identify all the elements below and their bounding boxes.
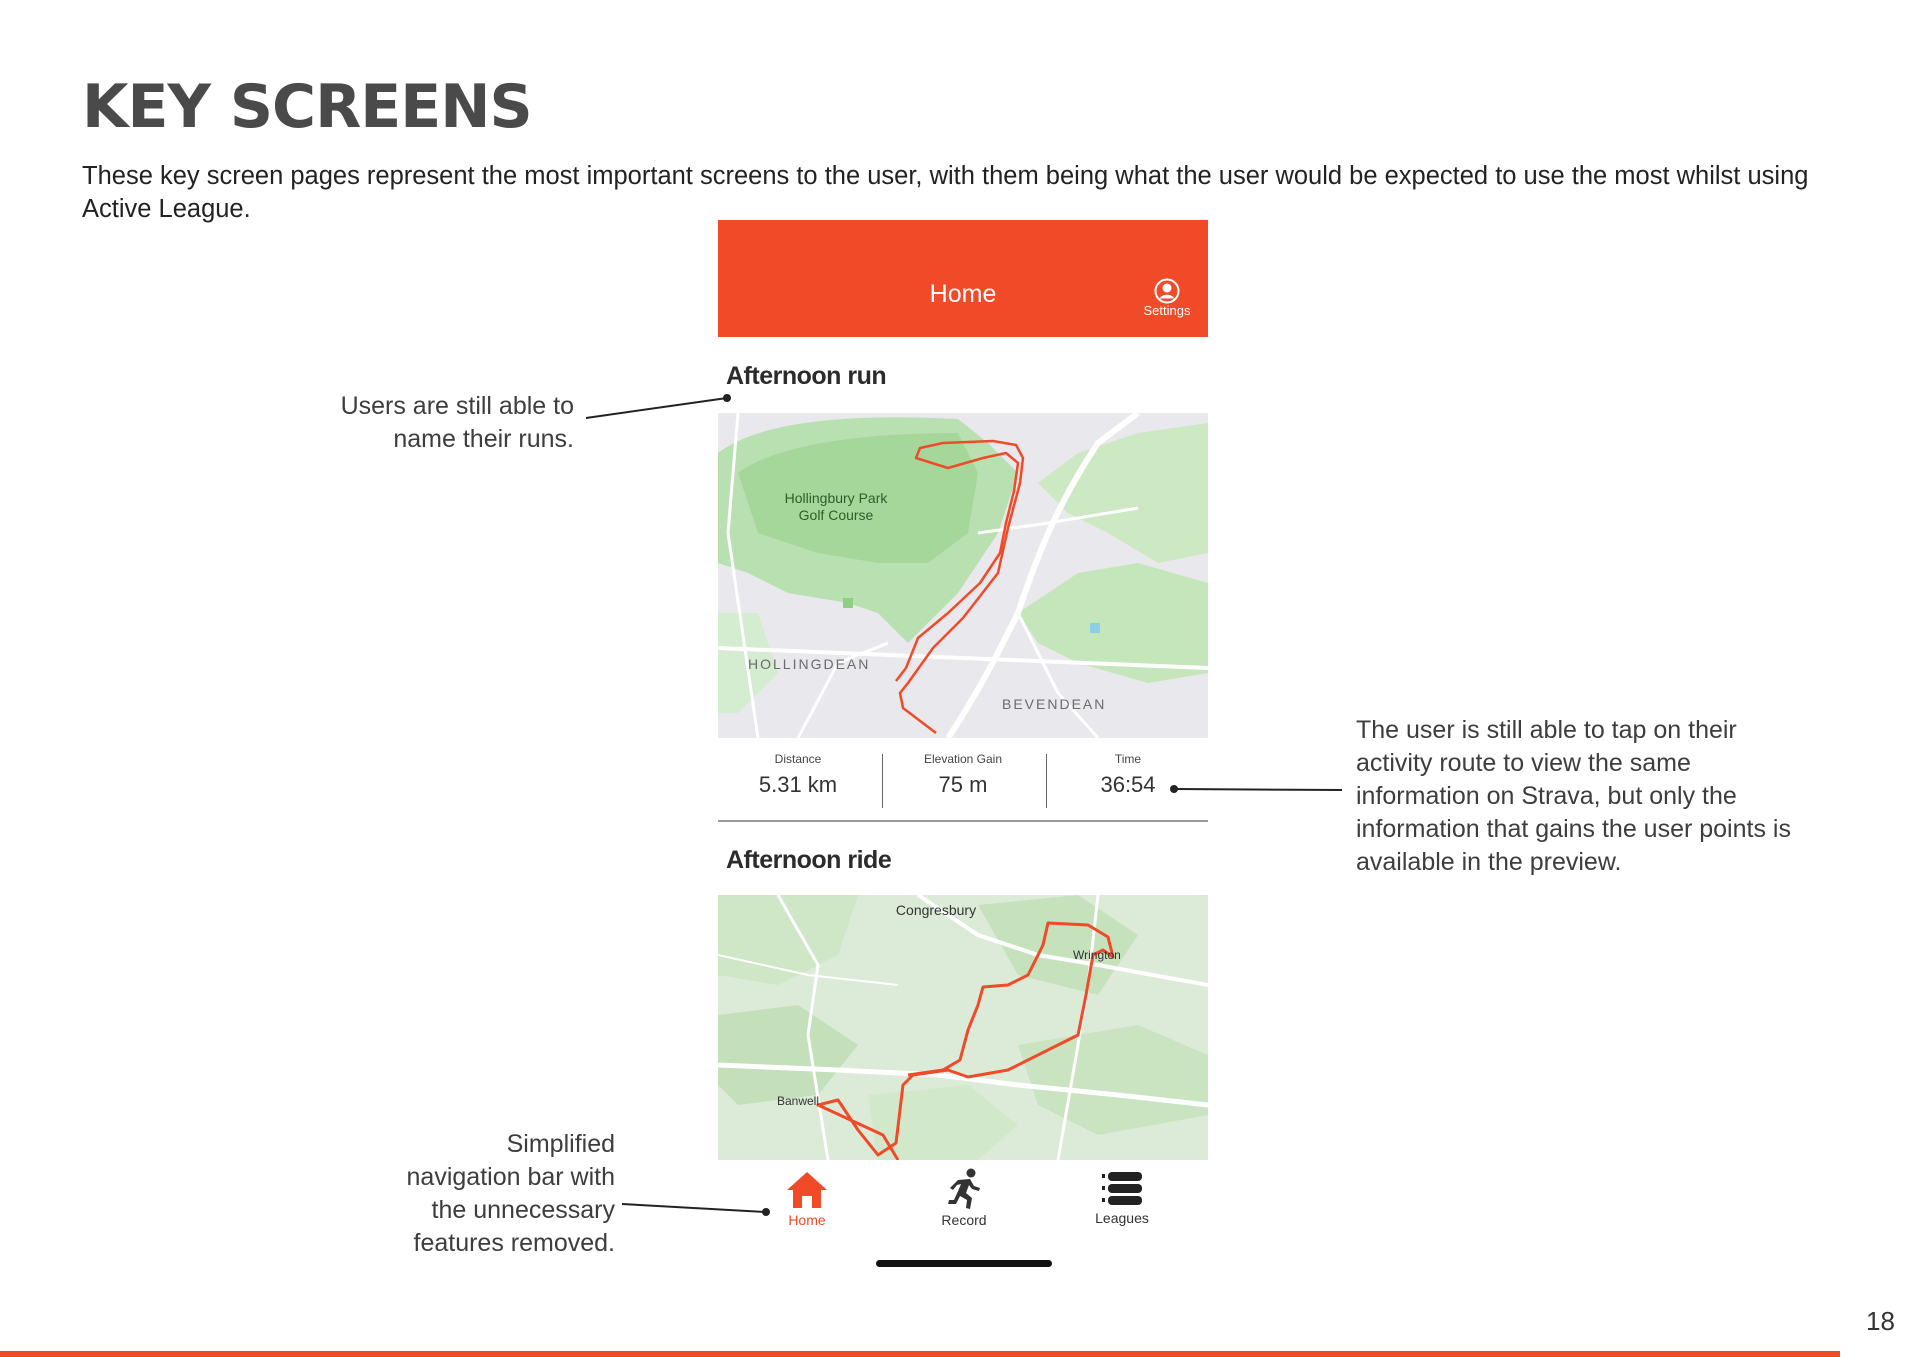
- page-title: KEY SCREENS: [82, 72, 532, 142]
- ranked-list-icon: [1100, 1170, 1144, 1208]
- nav-label: Record: [941, 1212, 987, 1228]
- map-label: Golf Course: [798, 507, 874, 523]
- running-figure-icon: [944, 1168, 984, 1210]
- map-label: Congresbury: [895, 902, 977, 918]
- nav-label: Leagues: [1095, 1210, 1149, 1226]
- annotation-line: features removed.: [413, 1229, 615, 1257]
- settings-label: Settings: [1143, 303, 1191, 318]
- stat-label: Time: [1114, 752, 1142, 766]
- annotation-name-runs: [341, 390, 574, 456]
- intro-paragraph: These key screen pages represent the most important screens to the user, with them being what the user would be expected to use the most whilst using Active League.: [82, 162, 1809, 223]
- annotation-line: Users are still able to: [340, 392, 574, 420]
- leader-line-name-runs: [586, 398, 727, 418]
- map-label: HOLLINGDEAN: [748, 656, 871, 672]
- bottom-navigation-bar: [718, 1160, 1208, 1265]
- stat-label: Elevation Gain: [923, 752, 1003, 766]
- home-indicator-bar: [876, 1260, 1052, 1267]
- annotation-line: name their runs.: [393, 425, 574, 453]
- annotation-line: information on Strava, but only the: [1356, 782, 1737, 810]
- stat-distance: [718, 748, 878, 810]
- header-title: Home: [929, 280, 997, 308]
- map-label: Wrington: [1073, 948, 1121, 962]
- annotation-line: The user is still able to tap on their: [1356, 716, 1737, 744]
- run-route-map[interactable]: [718, 413, 1208, 738]
- app-header: [718, 220, 1208, 337]
- nav-label: Home: [788, 1212, 826, 1228]
- settings-button[interactable]: [1132, 278, 1202, 322]
- annotation-line: the unnecessary: [431, 1196, 615, 1224]
- map-label: BEVENDEAN: [1002, 696, 1107, 712]
- annotation-tap-route: [1356, 714, 1791, 879]
- run-stats: [718, 748, 1208, 822]
- stat-divider: [1046, 754, 1047, 808]
- user-circle-icon: [1154, 278, 1180, 304]
- nav-item-record[interactable]: [904, 1168, 1024, 1228]
- stat-elevation: [883, 748, 1043, 810]
- map-label: Hollingbury Park: [784, 490, 888, 506]
- stat-time: [1048, 748, 1208, 810]
- phone-mockup: [718, 220, 1208, 1265]
- ride-route-map[interactable]: [718, 895, 1208, 1160]
- page-number: 18: [1866, 1306, 1895, 1336]
- stat-value: 36:54: [1100, 772, 1156, 797]
- home-icon: [785, 1170, 829, 1210]
- nav-item-home[interactable]: [747, 1170, 867, 1228]
- annotation-nav-bar: [407, 1128, 615, 1260]
- annotation-line: information that gains the user points is: [1356, 815, 1791, 843]
- annotation-line: Simplified: [506, 1130, 615, 1158]
- nav-item-leagues[interactable]: [1062, 1170, 1182, 1226]
- activity-title: Afternoon ride: [726, 846, 892, 874]
- stat-value: 5.31 km: [758, 772, 838, 797]
- map-label: Banwell: [776, 1094, 820, 1108]
- stat-label: Distance: [774, 752, 822, 766]
- annotation-line: available in the preview.: [1356, 848, 1622, 876]
- stat-value: 75 m: [938, 772, 988, 797]
- activity-title: Afternoon run: [726, 362, 887, 390]
- annotation-line: activity route to view the same: [1356, 749, 1691, 777]
- footer-accent-bar: [0, 1351, 1840, 1357]
- annotation-line: navigation bar with: [406, 1163, 615, 1191]
